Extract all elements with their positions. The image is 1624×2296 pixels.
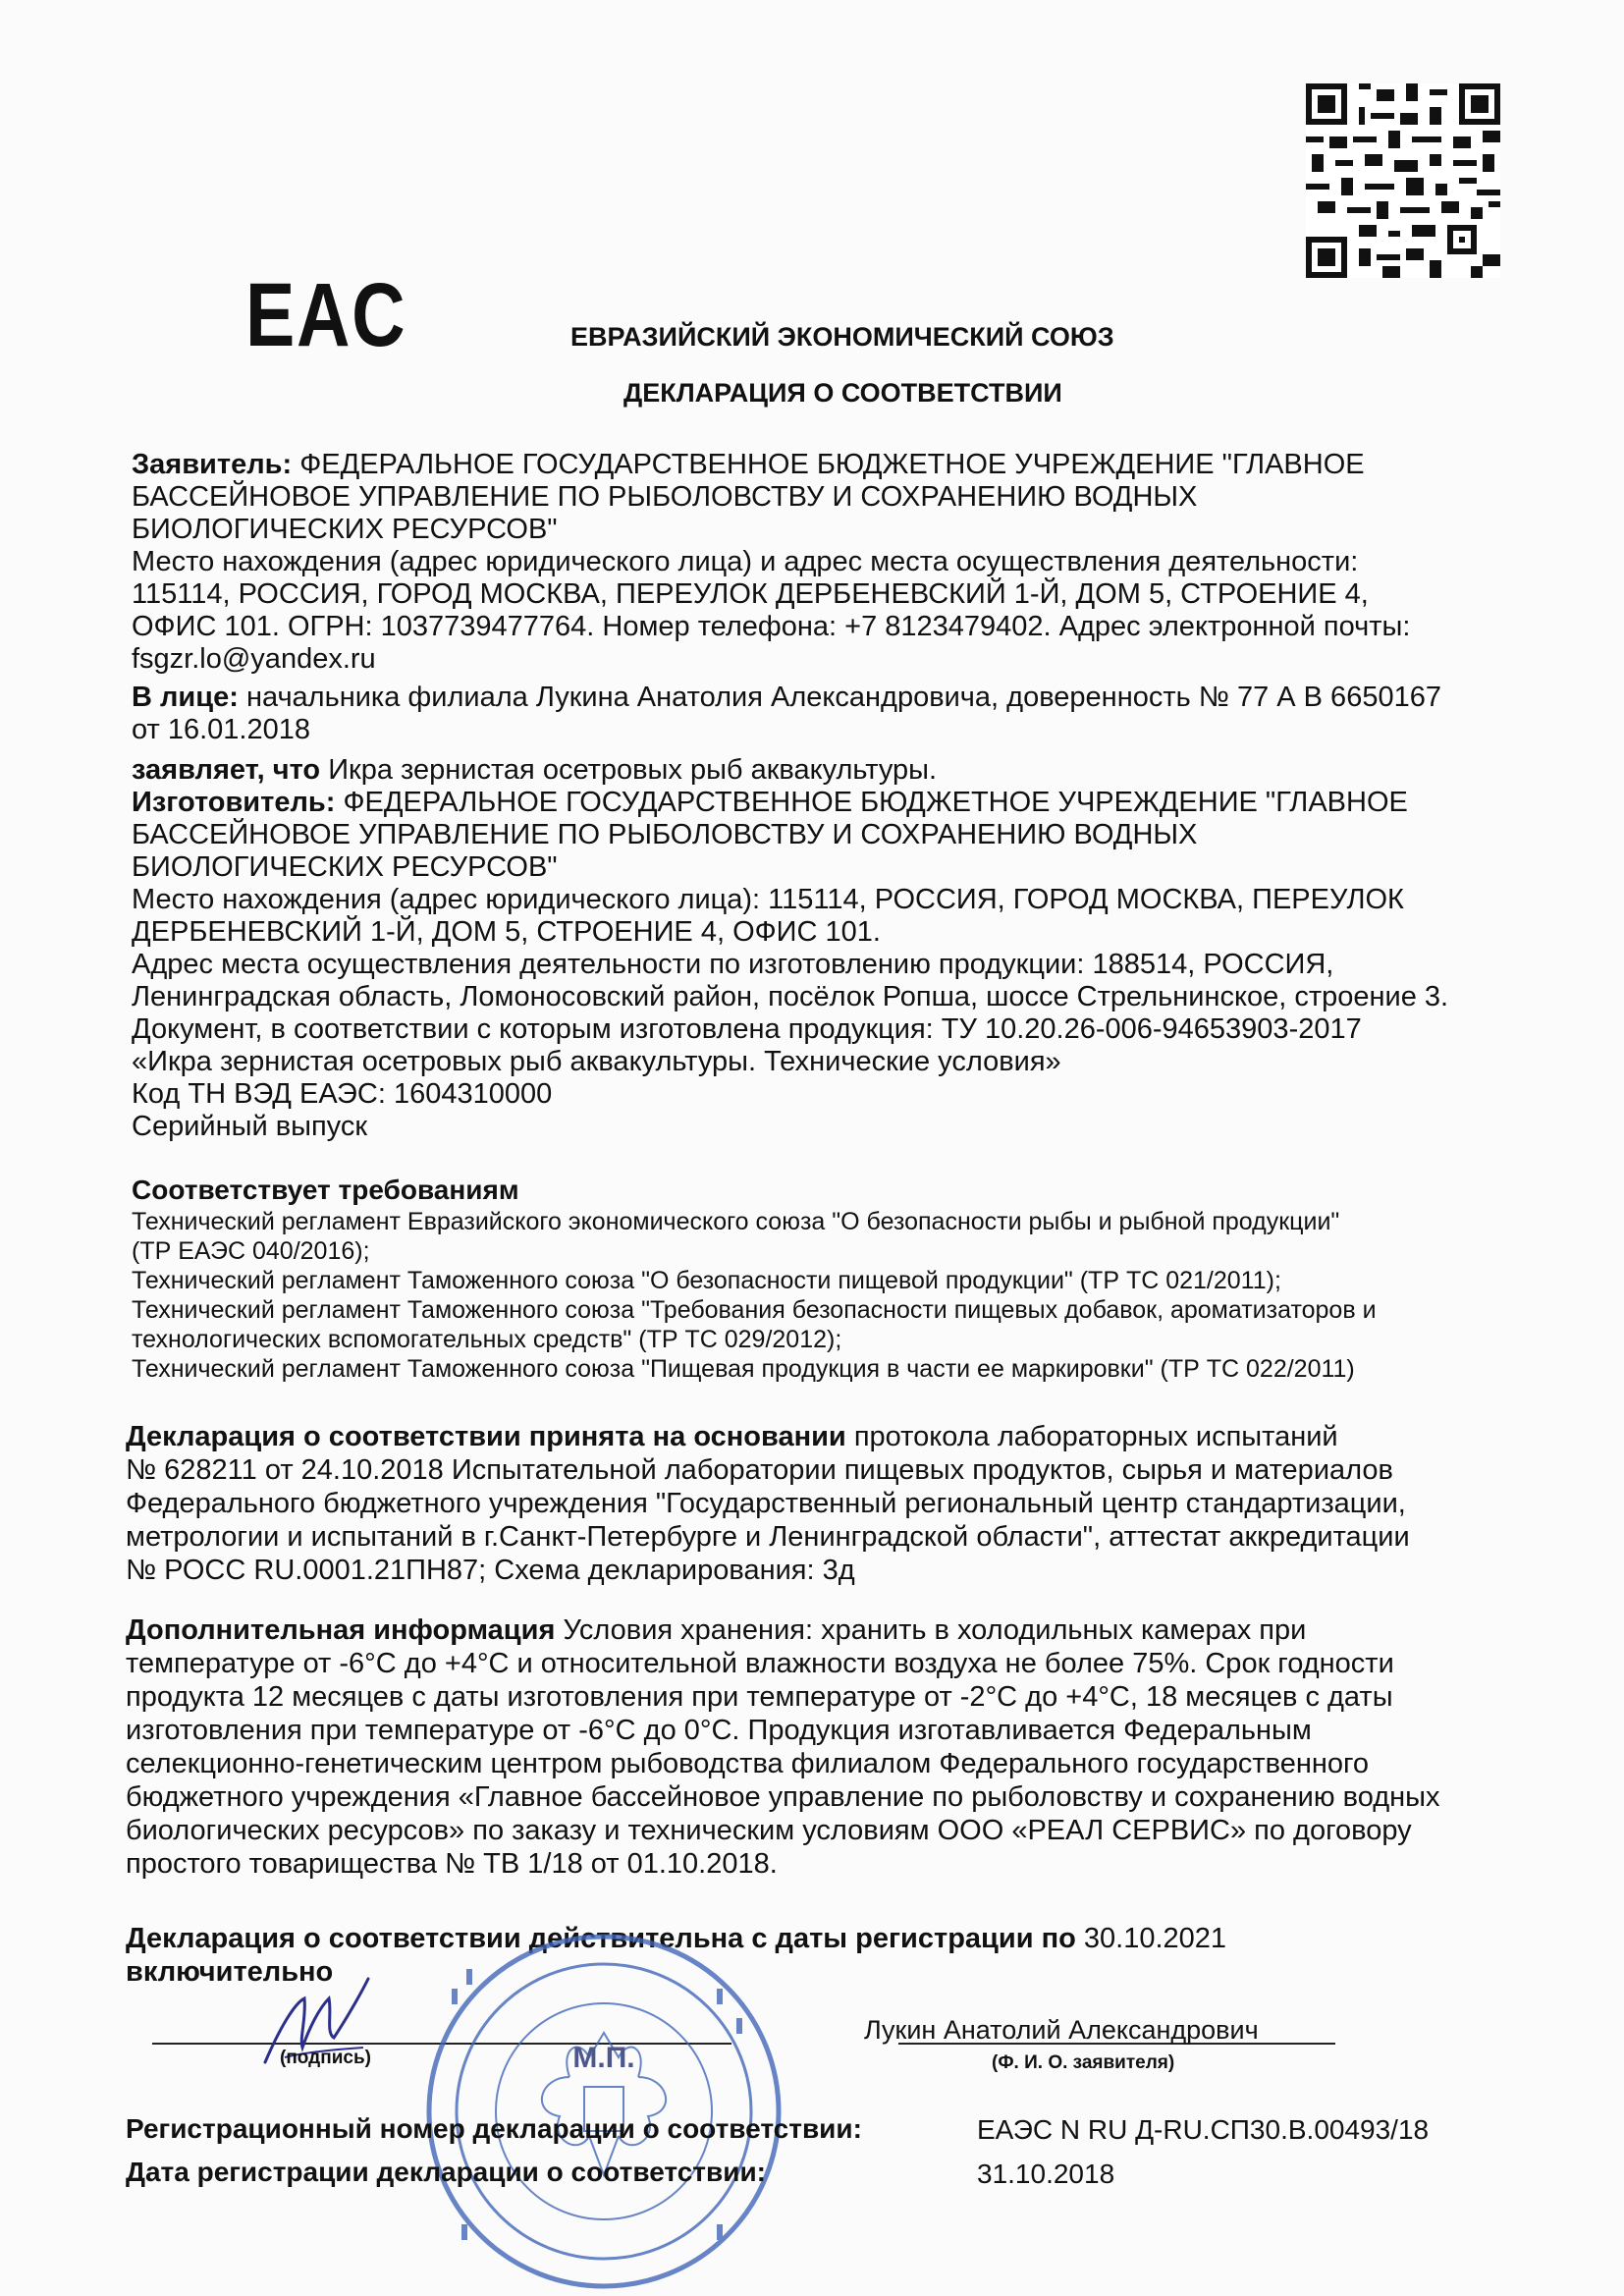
person-line: начальника филиала Лукина Анатолия Александровича, доверенность № 77 А В 6650167 [245,682,1441,713]
eac-logo: EAC [245,265,407,365]
additional-info-line: продукта 12 месяцев с даты изготовления при температуре от -2°С до +4°С, 18 месяцев с даты [126,1681,1393,1713]
basis-label: Декларация о соответствии принята на основании [126,1421,846,1452]
manufacturer-detail-line: Документ, в соответствии с которым изготовлена продукция: ТУ 10.20.26-006-94653903-2017 [132,1013,1362,1045]
additional-info-line: бюджетного учреждения «Главное бассейновое управление по рыболовству и сохранению водных [126,1781,1440,1813]
applicant-address-line: 115114, РОССИЯ, ГОРОД МОСКВА, ПЕРЕУЛОК ДЕРБЕНЕВСКИЙ 1-Й, ДОМ 5, СТРОЕНИЕ 4, [132,578,1369,610]
applicant-address-line: ОФИС 101. ОГРН: 1037739477764. Номер телефона: +7 8123479402. Адрес электронной почты: [132,611,1411,642]
additional-info-line: биологических ресурсов» по заказу и техническим условиям ООО «РЕАЛ СЕРВИС» по договору [126,1815,1412,1846]
applicant-address-line: Место нахождения (адрес юридического лица) и адрес места осуществления деятельности: [132,546,1359,577]
document-title: ДЕКЛАРАЦИЯ О СООТВЕТСТВИИ [623,378,1062,408]
manufacturer-detail-line: Место нахождения (адрес юридического лица): 115114, РОССИЯ, ГОРОД МОСКВА, ПЕРЕУЛОК [132,884,1404,915]
registration-number-label: Регистрационный номер декларации о соответствии: [126,2113,862,2144]
basis-line: Федерального бюджетного учреждения "Государственный региональный центр стандартизации, [126,1488,1406,1519]
applicant-label: Заявитель: [132,449,293,480]
validity-date: 30.10.2021 [1083,1923,1227,1954]
requirements-section [132,1174,1526,1384]
additional-info-line: простого товарищества № ТВ 1/18 от 01.10.2018. [126,1848,778,1880]
applicant-name-line: БИОЛОГИЧЕСКИХ РЕСУРСОВ" [132,514,558,545]
basis-line: метрологии и испытаний в г.Санкт-Петербурге и Ленинградской области", аттестат аккредитации [126,1521,1410,1553]
product-name: Икра зернистая осетровых рыб аквакультуры. [328,754,938,786]
manufacturer-detail-line: Адрес места осуществления деятельности по изготовлению продукции: 188514, РОССИЯ, [132,949,1334,980]
regulation-line: Технический регламент Таможенного союза "Пищевая продукция в части ее маркировки" (ТР ТС 022/2011) [132,1355,1355,1383]
additional-info-line: изготовления при температуре от -6°С до 0°С. Продукция изготавливается Федеральным [126,1715,1312,1746]
regulation-line: Технический регламент Таможенного союза "О безопасности пищевой продукции" (ТР ТС 021/2011); [132,1267,1281,1294]
person-label: В лице: [132,682,239,713]
manufacturer-detail-line: Ленинградская область, Ломоносовский район, посёлок Ропша, шоссе Стрельнинское, строение 3. [132,981,1449,1012]
stamp-mp-label: М.П. [572,2042,635,2074]
manufacturer-detail-line: ДЕРБЕНЕВСКИЙ 1-Й, ДОМ 5, СТРОЕНИЕ 4, ОФИС 101. [132,916,881,948]
requirements-label: Соответствует требованиям [132,1175,519,1205]
release-type: Серийный выпуск [132,1111,368,1142]
basis-line: № 628211 от 24.10.2018 Испытательной лаборатории пищевых продуктов, сырья и материалов [126,1454,1393,1486]
regulation-line: (ТР ЕАЭС 040/2016); [132,1237,370,1265]
hs-code: Код ТН ВЭД ЕАЭС: 1604310000 [132,1078,553,1110]
manufacturer-name-line: БАССЕЙНОВОЕ УПРАВЛЕНИЕ ПО РЫБОЛОВСТВУ И СОХРАНЕНИЮ ВОДНЫХ [132,819,1198,850]
signer-name: Лукин Анатолий Александрович [864,2015,1259,2045]
regulation-line: Технический регламент Таможенного союза "Требования безопасности пищевых добавок, ароматизаторов и [132,1296,1377,1324]
basis-line: № РОСС RU.0001.21ПН87; Схема декларирования: 3д [126,1555,855,1586]
additional-info-line: селекционно-генетическим центром рыбоводства филиалом Федерального государственного [126,1748,1370,1779]
basis-section [126,1420,1520,1587]
validity-label-2: включительно [126,1956,334,1988]
official-stamp-icon [422,1930,785,2293]
declares-label: заявляет, что [132,754,321,786]
union-title: ЕВРАЗИЙСКИЙ ЭКОНОМИЧЕСКИЙ СОЮЗ [570,322,1114,352]
regulation-line: Технический регламент Евразийского экономического союза "О безопасности рыбы и рыбной продукции" [132,1208,1340,1235]
additional-info-label: Дополнительная информация [126,1614,556,1646]
manufacturer-name-line: БИОЛОГИЧЕСКИХ РЕСУРСОВ" [132,851,558,883]
regulation-line: технологических вспомогательных средств" (ТР ТС 029/2012); [132,1326,842,1353]
manufacturer-label: Изготовитель: [132,787,336,818]
person-line: от 16.01.2018 [132,714,310,745]
additional-info-line: Условия хранения: хранить в холодильных камерах при [563,1614,1307,1646]
additional-info-section [126,1613,1520,1881]
basis-line: протокола лабораторных испытаний [853,1421,1338,1452]
applicant-section [132,449,1526,1143]
registration-date-label: Дата регистрации декларации о соответствии: [126,2157,766,2187]
applicant-name-line: БАССЕЙНОВОЕ УПРАВЛЕНИЕ ПО РЫБОЛОВСТВУ И СОХРАНЕНИЮ ВОДНЫХ [132,481,1198,513]
validity-label: Декларация о соответствии действительна с даты регистрации по [126,1923,1076,1954]
manufacturer-name-line: ФЕДЕРАЛЬНОЕ ГОСУДАРСТВЕННОЕ БЮДЖЕТНОЕ УЧРЕЖДЕНИЕ "ГЛАВНОЕ [343,787,1408,818]
signer-name-caption: (Ф. И. О. заявителя) [992,2052,1175,2073]
registration-date: 31.10.2018 [977,2159,1115,2189]
additional-info-line: температуре от -6°С до +4°С и относительной влажности воздуха не более 75%. Срок годности [126,1648,1394,1679]
signature-caption: (подпись) [280,2048,371,2068]
qr-code-icon [1306,83,1500,278]
registration-number: ЕАЭС N RU Д-RU.СП30.В.00493/18 [977,2114,1430,2145]
manufacturer-detail-line: «Икра зернистая осетровых рыб аквакультуры. Технические условия» [132,1046,1061,1077]
applicant-name-line: ФЕДЕРАЛЬНОЕ ГОСУДАРСТВЕННОЕ БЮДЖЕТНОЕ УЧРЕЖДЕНИЕ "ГЛАВНОЕ [299,449,1365,480]
applicant-email: fsgzr.lo@yandex.ru [132,643,376,675]
